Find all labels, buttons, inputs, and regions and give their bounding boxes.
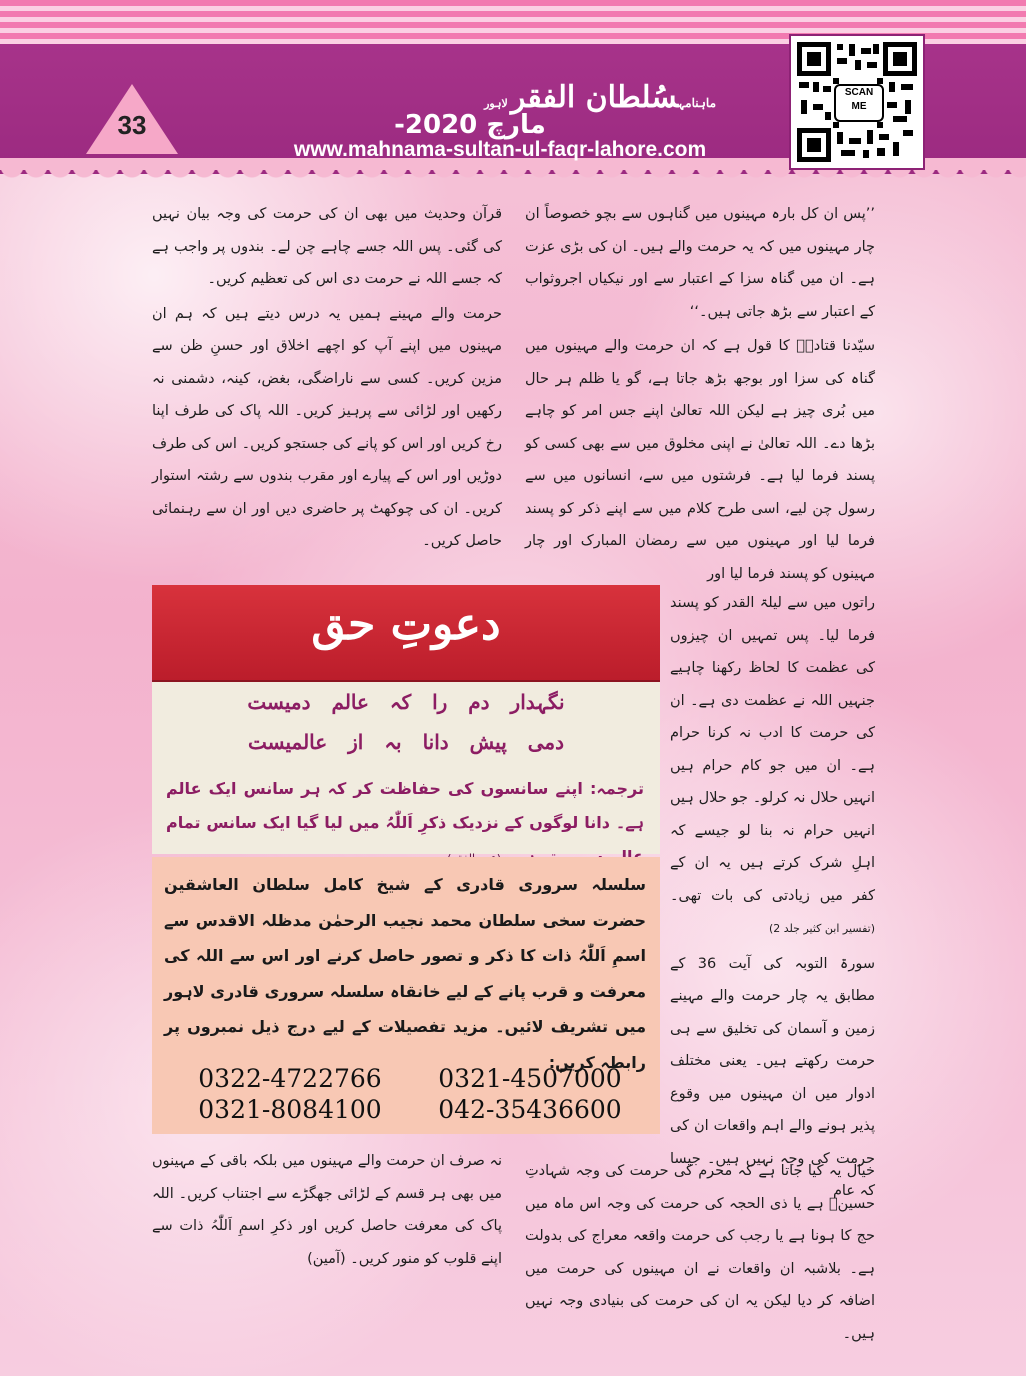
left-column-paragraph-1: قرآن وحدیث میں بھی ان کی حرمت کی وجہ بیان نہیں کی گئی۔ پس اللہ جسے چاہے چن لے۔ بندوں پر واجب ہے کہ جسے اللہ نے حرمت دی اس کی تعظیم کریں۔	[152, 206, 502, 287]
dawat-title: دعوتِ حق	[311, 599, 501, 650]
qr-code[interactable]	[791, 36, 923, 168]
phone-number[interactable]: 042-35436600	[438, 1095, 622, 1124]
phone-numbers	[170, 1063, 650, 1125]
right-column-paragraph-2: سیّدنا قتادہؓ کا قول ہے کہ ان حرمت والے مہینوں میں گناہ کی سزا اور بوجھ بڑھ جاتا ہے، گو یا ظلم ہر حال میں بُری چیز ہے لیکن اللہ تعالیٰ اپنے جس امر کو چاہے بڑھا دے۔ اللہ تعالیٰ نے اپنی مخلوق میں سے بھی کسی کو پسند فرما لیا ہے۔ فرشتوں میں سے، انسانوں میں سے رسول چن لیے، اسی طرح کلام میں سے اپنے ذکر کو پسند فرما لیا اور مہینوں میں سے رمضان المبارک اور چار مہینوں کو پسند فرما لیا اور	[525, 338, 875, 582]
issue-date: مارچ 2020-	[394, 110, 546, 140]
ameen-text: (آمین)	[307, 1250, 346, 1267]
dawat-info-text: سلسلہ سروری قادری کے شیخ کامل سلطان العاشقین حضرت سخی سلطان محمد نجیب الرحمٰن مدظلہ الاقدس سے اسمِ اَللّٰہُ ذات کا ذکر و تصور حاصل کرنے اور اس سے اللہ کی معرفت و قرب پانے کے لیے خانقاہ سلسلہ سروری قادری لاہور میں تشریف لائیں۔ مزید تفصیلات کے لیے درج ذیل نمبروں پر رابطہ کریں:	[164, 875, 646, 1072]
qr-label-line1: SCAN	[844, 87, 874, 98]
phone-row-2	[170, 1094, 650, 1125]
translation-text: ترجمہ: اپنے سانسوں کی حفاظت کر کہ ہر سانس ایک عالم ہے۔ دانا لوگوں کے نزدیک ذکرِ اَللّٰہُ میں لیا گیا ایک سانس تمام	[166, 779, 644, 832]
website-url[interactable]: www.mahnama-sultan-ul-faqr-lahore.com	[293, 138, 707, 161]
bottom-right-paragraph: خیال یہ کیا جاتا ہے کہ محرم کی حرمت کی وجہ شہادتِ حسینؓ ہے یا ذی الحجہ کی حرمت کی وجہ اس ماہ میں حج کا ہونا ہے یا رجب کی حرمت واقعہ معراج کی بدولت ہے۔ بلاشبہ ان واقعات نے ان مہینوں کی حرمت میں اضافہ کر دیا لیکن یہ ان کی حرمت کی بنیادی وجہ نہیں ہیں۔	[525, 1163, 875, 1342]
right-narrow-paragraph-1-text: راتوں میں سے لیلۃ القدر کو پسند فرما لیا۔ پس تمہیں ان چیزوں کی عظمت کا لحاظ رکھنا چاہیے جنہیں اللہ نے عظمت دی ہے۔ ان کی حرمت کا ادب نہ کرنا حرام ہے۔ ان میں جو کام حرام ہیں انہیں حلال نہ کرلو۔ جو حلال ہیں انہیں حرام نہ بنا لو جیسے کہ اہلِ شرک کرتے ہیں یہ ان کے کفر میں زیادتی کی بات تھی۔	[670, 595, 875, 904]
phone-row-1	[170, 1063, 650, 1094]
right-column	[525, 198, 875, 590]
left-column	[152, 198, 502, 558]
bottom-right-column	[525, 1155, 875, 1350]
page-number: 33	[117, 110, 147, 140]
header-scallop-edge	[0, 166, 1026, 190]
bottom-left-paragraph	[152, 1145, 502, 1275]
magazine-city: لاہور	[484, 97, 508, 110]
qr-scan-label	[834, 84, 884, 122]
magazine-prefix: ماہنامہ	[678, 96, 716, 110]
persian-verse-2: دمی پیش دانا بہ از عالمیست	[247, 730, 565, 754]
magazine-name: سُلطان الفقر	[510, 80, 679, 115]
persian-verse-1: نگہدار دم را کہ عالم دمیست	[247, 690, 565, 714]
right-narrow-column	[670, 587, 875, 1208]
citation-ibn-kathir: (تفسیر ابن کثیر جلد 2)	[768, 922, 875, 935]
phone-number[interactable]: 0321-8084100	[198, 1095, 382, 1124]
right-narrow-paragraph-2: سورۃ التوبہ کی آیت 36 کے مطابق یہ چار حرمت والے مہینے زمین و آسمان کی تخلیق سے ہی حرمت رکھتے ہیں۔ یعنی مختلف ادوار میں ان مہینوں میں وقوع پذیر ہونے والے اہم واقعات ان کی حرمت کی وجہ نہیں ہیں۔ جیسا کہ عام	[670, 955, 875, 1199]
qr-label-line2: ME	[851, 101, 867, 112]
left-column-paragraph-2: حرمت والے مہینے ہمیں یہ درس دیتے ہیں کہ ہم ان مہینوں میں اپنے آپ کو اچھے اخلاق اور حسنِ ظن سے مزین کریں۔ کسی سے ناراضگی، بغض، کینہ، دشمنی نہ رکھیں اور لڑائی سے پرہیز کریں۔ اللہ پاک کی طرف اپنا رخ کریں اور اس کو پانے کی جستجو کریں۔ اس کی طرف دوڑیں اور اس کے پیارے اور مقرب بندوں سے رشتہ استوار کریں۔ ان کی چوکھٹ پر حاضری دیں اور ان سے رہنمائی حاصل کریں۔	[152, 305, 502, 549]
phone-number[interactable]: 0321-4507000	[438, 1064, 622, 1093]
phone-number[interactable]: 0322-4722766	[198, 1064, 382, 1093]
dawat-title-banner	[152, 585, 660, 684]
right-column-paragraph-1: ’’پس ان کل بارہ مہینوں میں گناہوں سے بچو خصوصاً ان چار مہینوں میں کہ یہ حرمت والے ہیں۔ ان کی بڑی عزت ہے۔ ان میں گناہ سزا کے اعتبار سے اور نیکیاں اجروثواب کے اعتبار سے بڑھ جاتی ہیں۔‘‘	[525, 206, 875, 320]
bottom-left-column	[152, 1145, 502, 1275]
dawat-info-box	[152, 857, 660, 1134]
dawat-quote-box	[152, 682, 660, 854]
right-narrow-paragraph-1	[670, 587, 875, 946]
bottom-left-text: نہ صرف ان حرمت والے مہینوں میں بلکہ باقی کے مہینوں میں بھی ہر قسم کے لڑائی جھگڑے سے اجتناب کریں۔ اللہ پاک کی معرفت حاصل کریں اور ذکرِ اسمِ اَللّٰہُ ذات سے اپنے قلوب کو منور کریں۔	[152, 1153, 502, 1267]
